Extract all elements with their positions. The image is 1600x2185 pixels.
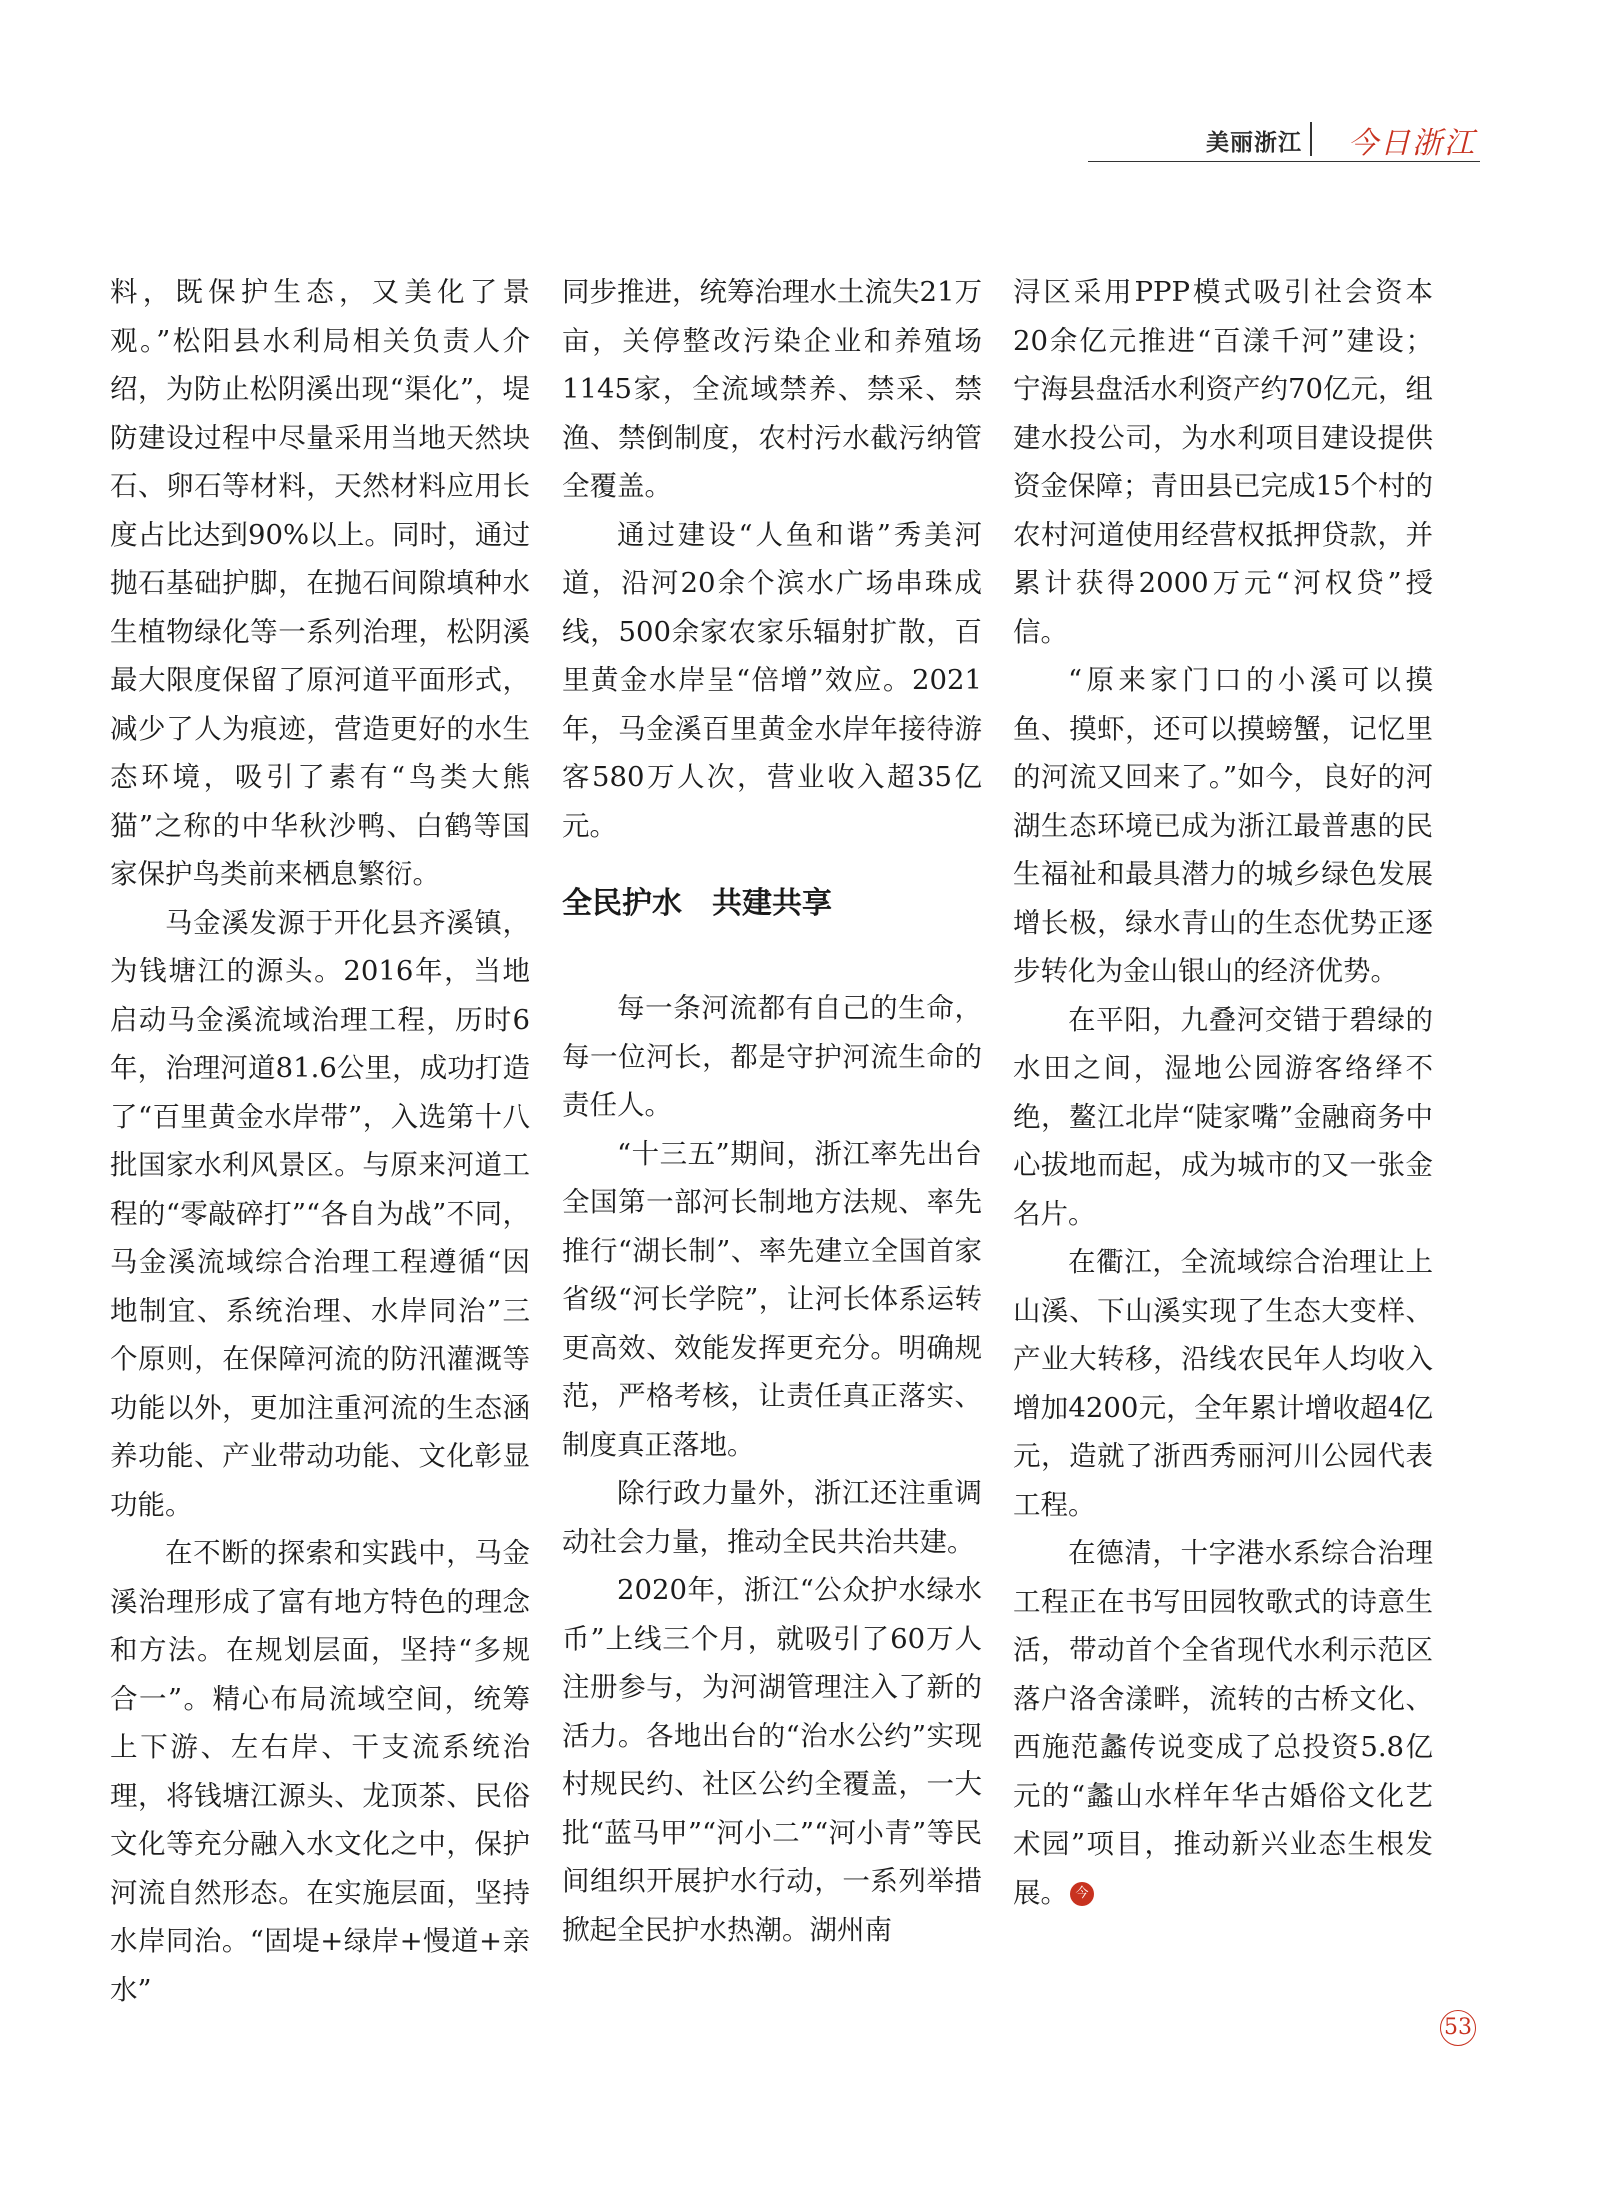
paragraph: 料，既保护生态，又美化了景观。”松阳县水利局相关负责人介绍，为防止松阴溪出现“渠化”，堤防建设过程中尽量采用当地天然块石、卵石等材料，天然材料应用长度占比达到90%以上。同时，通过抛石基础护脚，在抛石间隙填种水生植物绿化等一系列治理，松阴溪最大限度保留了原河道平面形式，减少了人为痕迹，营造更好的水生态环境，吸引了素有“鸟类大熊猫”之称的中华秋沙鸭、白鹤等国家保护鸟类前来栖息繁衍。	[110, 276, 530, 890]
paragraph-text: 在德清，十字港水系综合治理工程正在书写田园牧歌式的诗意生活，带动首个全省现代水利示范区落户洛舍漾畔，流转的古桥文化、西施范蠡传说变成了总投资5.8亿元的“蠡山水样年华古婚俗文化艺术园”项目，推动新兴业态生根发展。	[1013, 1537, 1433, 1909]
paragraph: 除行政力量外，浙江还注重调动社会力量，推动全民共治共建。	[562, 1477, 982, 1558]
column-right	[1013, 268, 1433, 1917]
paragraph: 通过建设“人鱼和谐”秀美河道，沿河20余个滨水广场串珠成线，500余家农家乐辐射扩散，百里黄金水岸呈“倍增”效应。2021年，马金溪百里黄金水岸年接待游客580万人次，营业收入超35亿元。	[562, 518, 982, 842]
page-header	[1088, 118, 1480, 162]
magazine-logo: 今日浙江	[1348, 126, 1476, 161]
paragraph-final	[1013, 1529, 1433, 1917]
paragraph: 同步推进，统筹治理水土流失21万亩，关停整改污染企业和养殖场1145家，全流域禁养、禁采、禁渔、禁倒制度，农村污水截污纳管全覆盖。	[562, 276, 982, 502]
paragraph: “十三五”期间，浙江率先出台全国第一部河长制地方法规、率先推行“湖长制”、率先建立全国首家省级“河长学院”，让河长体系运转更高效、效能发挥更充分。明确规范，严格考核，让责任真正落实、制度真正落地。	[562, 1137, 982, 1461]
header-rule	[1088, 161, 1480, 162]
column-middle	[562, 268, 982, 1954]
paragraph: 在不断的探索和实践中，马金溪治理形成了富有地方特色的理念和方法。在规划层面，坚持“多规合一”。精心布局流域空间，统筹上下游、左右岸、干支流系统治理，将钱塘江源头、龙顶茶、民俗文化等充分融入水文化之中，保护河流自然形态。在实施层面，坚持水岸同治。“固堤+绿岸+慢道+亲水”	[110, 1537, 530, 2006]
paragraph: 浔区采用PPP模式吸引社会资本20余亿元推进“百漾千河”建设；宁海县盘活水利资产约70亿元，组建水投公司，为水利项目建设提供资金保障；青田县已完成15个村的农村河道使用经营权抵押贷款，并累计获得2000万元“河权贷”授信。	[1013, 276, 1433, 648]
column-left	[110, 268, 530, 2014]
paragraph: 每一条河流都有自己的生命，每一位河长，都是守护河流生命的责任人。	[562, 992, 982, 1121]
end-mark-icon: 今	[1070, 1882, 1094, 1906]
paragraph: “原来家门口的小溪可以摸鱼、摸虾，还可以摸螃蟹，记忆里的河流又回来了。”如今，良好的河湖生态环境已成为浙江最普惠的民生福祉和最具潜力的城乡绿色发展增长极，绿水青山的生态优势正逐步转化为金山银山的经济优势。	[1013, 664, 1433, 987]
section-heading: 全民护水 共建共享	[562, 886, 832, 921]
paragraph: 在平阳，九叠河交错于碧绿的水田之间，湿地公园游客络绎不绝，鳌江北岸“陡家嘴”金融商务中心拔地而起，成为城市的又一张金名片。	[1013, 1003, 1433, 1230]
paragraph: 2020年，浙江“公众护水绿水币”上线三个月，就吸引了60万人注册参与，为河湖管理注入了新的活力。各地出台的“治水公约”实现村规民约、社区公约全覆盖，一大批“蓝马甲”“河小二”“河小青”等民间组织开展护水行动，一系列举措掀起全民护水热潮。湖州南	[562, 1574, 982, 1946]
section-title: 美丽浙江	[1206, 130, 1302, 156]
paragraph: 在衢江，全流域综合治理让上山溪、下山溪实现了生态大变样、产业大转移，沿线农民年人均收入增加4200元，全年累计增收超4亿元，造就了浙西秀丽河川公园代表工程。	[1013, 1246, 1433, 1521]
page-number: 53	[1440, 2010, 1476, 2046]
paragraph: 马金溪发源于开化县齐溪镇，为钱塘江的源头。2016年，当地启动马金溪流域治理工程，历时6年，治理河道81.6公里，成功打造了“百里黄金水岸带”，入选第十八批国家水利风景区。与原来河道工程的“零敲碎打”“各自为战”不同，马金溪流域综合治理工程遵循“因地制宜、系统治理、水岸同治”三个原则，在保障河流的防汛灌溉等功能以外，更加注重河流的生态涵养功能、产业带动功能、文化彰显功能。	[110, 906, 530, 1521]
header-divider	[1310, 122, 1312, 156]
